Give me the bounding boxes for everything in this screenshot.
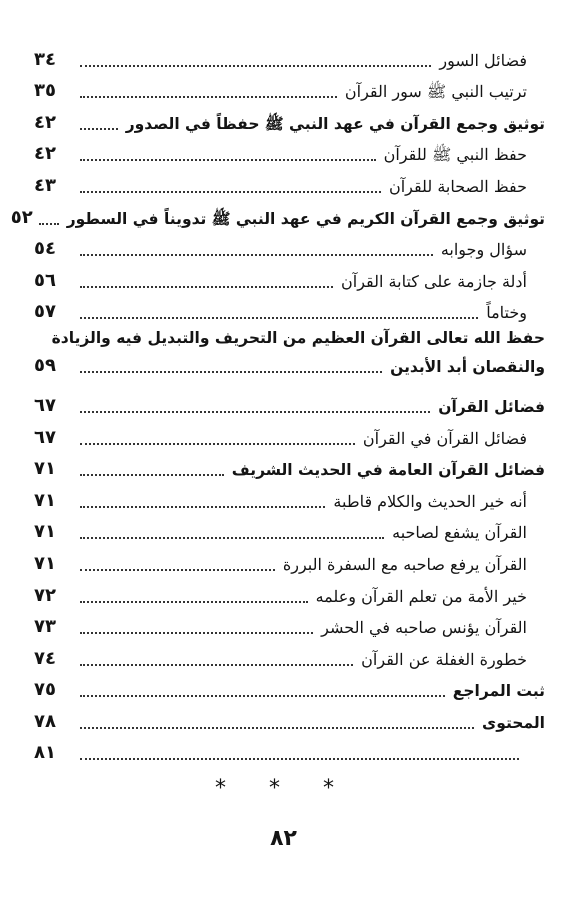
toc-entry-title: ثبت المراجع <box>452 682 545 701</box>
dot-leader <box>80 128 118 130</box>
toc-entry <box>34 390 545 422</box>
toc-entry <box>34 76 545 108</box>
toc-entry-title: فضائل القرآن في القرآن <box>362 428 527 448</box>
page-number: ٨٢ <box>270 826 297 851</box>
dot-leader <box>80 371 382 373</box>
toc-entry-title: وختاماً <box>486 303 527 323</box>
toc-entry-title: توثيق وجمع القرآن في عهد النبي ﷺ حفظاً في الصدور <box>125 114 545 133</box>
toc-entry-title: حفظ الله تعالى القرآن العظيم من التحريف والتبديل فيه والزيادة <box>51 329 545 348</box>
dot-leader <box>80 758 519 760</box>
toc-entry-title: توثيق وجمع القرآن الكريم في عهد النبي ﷺ تدويناً في السطور <box>66 209 545 228</box>
toc-entry-title-continued: والنقصان أبد الأبدين <box>390 358 545 377</box>
toc-entry-title: فضائل السور <box>439 50 527 70</box>
dot-leader <box>80 601 308 603</box>
toc-entry-title: ترتيب النبي ﷺ سور القرآن <box>344 82 527 102</box>
toc-entry-title: فضائل القرآن <box>438 397 545 416</box>
toc-page-number: ٨١ <box>34 742 56 764</box>
dot-leader <box>80 443 355 445</box>
toc-entry <box>34 454 545 486</box>
toc-page-number: ٧٣ <box>34 616 56 638</box>
toc-page-number: ٧١ <box>34 552 56 574</box>
toc-entry <box>34 738 545 770</box>
toc-entry <box>34 139 545 171</box>
dot-leader <box>80 254 433 256</box>
toc-entry-title: أدلة جازمة على كتابة القرآن <box>341 271 527 291</box>
dot-leader <box>80 159 376 161</box>
toc-page-number: ٥٩ <box>34 355 56 377</box>
toc-entry <box>34 44 545 76</box>
toc-entry-title: القرآن يؤنس صاحبه في الحشر <box>321 618 527 638</box>
toc-entry-title: القرآن يشفع لصاحبه <box>392 523 527 543</box>
dot-leader <box>80 695 445 697</box>
toc-entry <box>34 548 545 580</box>
dot-leader <box>80 664 353 666</box>
toc-page-number: ٧١ <box>34 521 56 543</box>
toc-entry-title: حفظ النبي ﷺ للقرآن <box>383 145 527 165</box>
toc-entry-title: خير الأمة من تعلم القرآن وعلمه <box>315 586 527 606</box>
toc-page-number: ٧٤ <box>34 647 56 669</box>
toc-page-number: ٥٦ <box>34 269 56 291</box>
toc-entry <box>34 170 545 202</box>
toc-entry-title: سؤال وجوابه <box>440 240 527 260</box>
toc-entry-title: أنه خير الحديث والكلام قاطبة <box>333 491 527 511</box>
toc-entry-title: حفظ الصحابة للقرآن <box>388 176 527 196</box>
toc-entry <box>34 706 545 738</box>
toc-entry <box>10 202 545 234</box>
toc-entry-title: فضائل القرآن العامة في الحديث الشريف <box>231 461 545 480</box>
toc-entry <box>34 517 545 549</box>
toc-page-number: ٧١ <box>34 458 56 480</box>
toc-entry <box>34 580 545 612</box>
toc-page-number: ٥٢ <box>10 206 33 228</box>
toc-page-number: ٦٧ <box>34 426 56 448</box>
dot-leader <box>80 191 381 193</box>
toc-entry <box>34 234 545 266</box>
toc-entry-title: المحتوى <box>482 713 545 732</box>
dot-leader <box>39 223 59 225</box>
table-of-contents <box>10 44 545 769</box>
dot-leader <box>80 506 325 508</box>
toc-entry <box>34 265 545 297</box>
toc-page-number: ٧٢ <box>34 584 56 606</box>
toc-entry <box>34 328 545 390</box>
toc-page-number: ٥٤ <box>34 238 56 260</box>
toc-page-number: ٤٣ <box>34 174 56 196</box>
dot-leader <box>80 632 313 634</box>
toc-page-number: ٧٥ <box>34 679 56 701</box>
toc-page-number: ٥٧ <box>34 301 56 323</box>
toc-entry <box>34 675 545 707</box>
toc-entry <box>34 612 545 644</box>
dot-leader <box>80 727 474 729</box>
toc-entry-title: خطورة الغفلة عن القرآن <box>361 649 527 669</box>
dot-leader <box>80 411 430 413</box>
toc-page-number: ٧٨ <box>34 710 56 732</box>
section-ornament: * * * <box>215 776 352 801</box>
toc-entry-title: القرآن يرفع صاحبه مع السفرة البررة <box>282 554 527 574</box>
dot-leader <box>80 317 478 319</box>
toc-page-number: ٣٤ <box>34 48 56 70</box>
dot-leader <box>80 569 275 571</box>
toc-page-number: ٧١ <box>34 489 56 511</box>
toc-entry <box>34 643 545 675</box>
toc-page-number: ٦٧ <box>34 394 56 416</box>
dot-leader <box>80 286 333 288</box>
toc-page-number: ٣٥ <box>34 80 56 102</box>
toc-page-number: ٤٢ <box>34 143 56 165</box>
dot-leader <box>80 537 384 539</box>
toc-entry <box>34 485 545 517</box>
dot-leader <box>80 65 431 67</box>
dot-leader <box>80 96 337 98</box>
toc-page-number: ٤٢ <box>34 111 56 133</box>
toc-entry <box>34 107 545 139</box>
dot-leader <box>80 474 224 476</box>
toc-entry <box>34 422 545 454</box>
toc-entry <box>34 297 545 329</box>
